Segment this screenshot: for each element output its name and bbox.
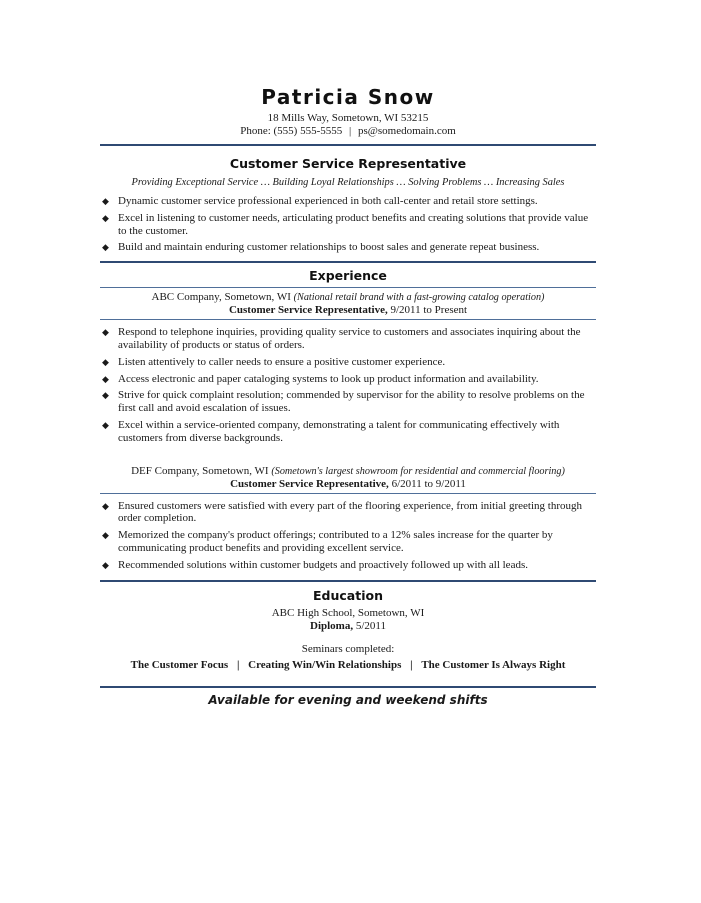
address-line: 18 Mills Way, Sometown, WI 53215: [267, 112, 429, 124]
list-item: ◆ Build and maintain enduring customer relationships to boost sales and generate repeat business.: [102, 241, 540, 254]
contact-line: [100, 125, 596, 138]
job-role: Customer Service Representative,: [228, 304, 388, 317]
job-company-line: [100, 465, 596, 478]
seminar-item: Creating Win/Win Relationships: [248, 658, 402, 671]
tagline: Providing Exceptional Service … Building Loyal Relationships … Solving Problems … Increasing Sales: [131, 177, 565, 188]
company-note: (Sometown's largest showroom for residential and commercial flooring): [271, 465, 565, 477]
diamond-bullet-icon: ◆: [102, 196, 109, 206]
job-dates: 6/2011 to 9/2011: [391, 477, 466, 490]
job-role: Customer Service Representative,: [230, 477, 389, 490]
seminar-separator: |: [410, 658, 413, 671]
resume-page: [100, 82, 596, 708]
experience-heading: Experience: [309, 268, 387, 284]
list-item: ◆ Memorized the company's product offerings; contributed to a 12% sales increase for the quarter by communicating product benefits and providing excellent service.: [102, 529, 553, 554]
company-name: ABC Company, Sometown, WI: [151, 291, 291, 304]
list-item: ◆ Excel within a service-oriented company, demonstrating a talent for communicating effectively with customers from diverse backgrounds.: [102, 418, 560, 444]
list-item: ◆ Excel in listening to customer needs, articulating product benefits and creating solutions that provide value to the customer.: [102, 211, 589, 237]
seminar-separator: |: [236, 658, 240, 671]
list-item: ◆ Strive for quick complaint resolution; commended by supervisor for the ability to resolve problems on the first call and avoid escalation of issues.: [102, 389, 585, 415]
phone-text: Phone: (555) 555-5555: [240, 125, 343, 137]
diamond-bullet-icon: ◆: [102, 500, 109, 511]
job-company-line: [100, 291, 596, 304]
list-item: ◆ Access electronic and paper cataloging systems to look up product information and availability.: [102, 372, 539, 385]
diamond-bullet-icon: ◆: [102, 390, 109, 401]
list-item: ◆ Listen attentively to caller needs to ensure a positive customer experience.: [102, 355, 446, 368]
seminar-item: The Customer Focus: [130, 658, 229, 671]
job-role-line: [100, 304, 596, 317]
diamond-bullet-icon: ◆: [102, 559, 109, 570]
seminars-label: Seminars completed:: [301, 642, 395, 655]
list-item: ◆ Dynamic customer service professional experienced in both call-center and retail store settings.: [102, 195, 538, 207]
list-item: ◆ Ensured customers were satisfied with every part of the flooring experience, from initial greeting through order completion.: [102, 499, 582, 525]
diamond-bullet-icon: ◆: [102, 327, 109, 338]
email-link[interactable]: ps@somedomain.com: [357, 125, 456, 137]
summary-bullets: [100, 195, 596, 254]
company-name: DEF Company, Sometown, WI: [131, 464, 269, 477]
diamond-bullet-icon: ◆: [102, 530, 109, 541]
job-title-heading: Customer Service Representative: [229, 156, 467, 171]
job-bullets: [100, 326, 596, 444]
seminars-line: [100, 659, 596, 672]
diamond-bullet-icon: ◆: [102, 356, 109, 367]
diploma-date: 5/2011: [355, 619, 386, 632]
candidate-name: Patricia Snow: [261, 85, 435, 109]
diploma-label: Diploma,: [310, 619, 354, 632]
diamond-bullet-icon: ◆: [102, 212, 109, 223]
job-dates: 9/2011 to Present: [390, 304, 468, 317]
list-item: ◆ Respond to telephone inquiries, providing quality service to customers and associates inquiring about the availability of products or status of orders.: [102, 326, 581, 351]
diploma-line: [100, 620, 596, 633]
job-role-line: [100, 478, 596, 491]
company-note: (National retail brand with a fast-growing catalog operation): [293, 292, 545, 304]
diamond-bullet-icon: ◆: [102, 373, 109, 384]
availability-note: Available for evening and weekend shifts: [208, 692, 488, 707]
diamond-bullet-icon: ◆: [102, 242, 109, 253]
list-item: ◆ Recommended solutions within customer budgets and proactively followed up with all leads.: [102, 558, 528, 571]
education-heading: Education: [313, 587, 383, 603]
contact-separator: |: [349, 125, 352, 137]
school-line: ABC High School, Sometown, WI: [271, 606, 425, 619]
diamond-bullet-icon: ◆: [102, 419, 109, 430]
seminar-item: The Customer Is Always Right: [421, 658, 566, 671]
job-bullets: [100, 500, 596, 572]
